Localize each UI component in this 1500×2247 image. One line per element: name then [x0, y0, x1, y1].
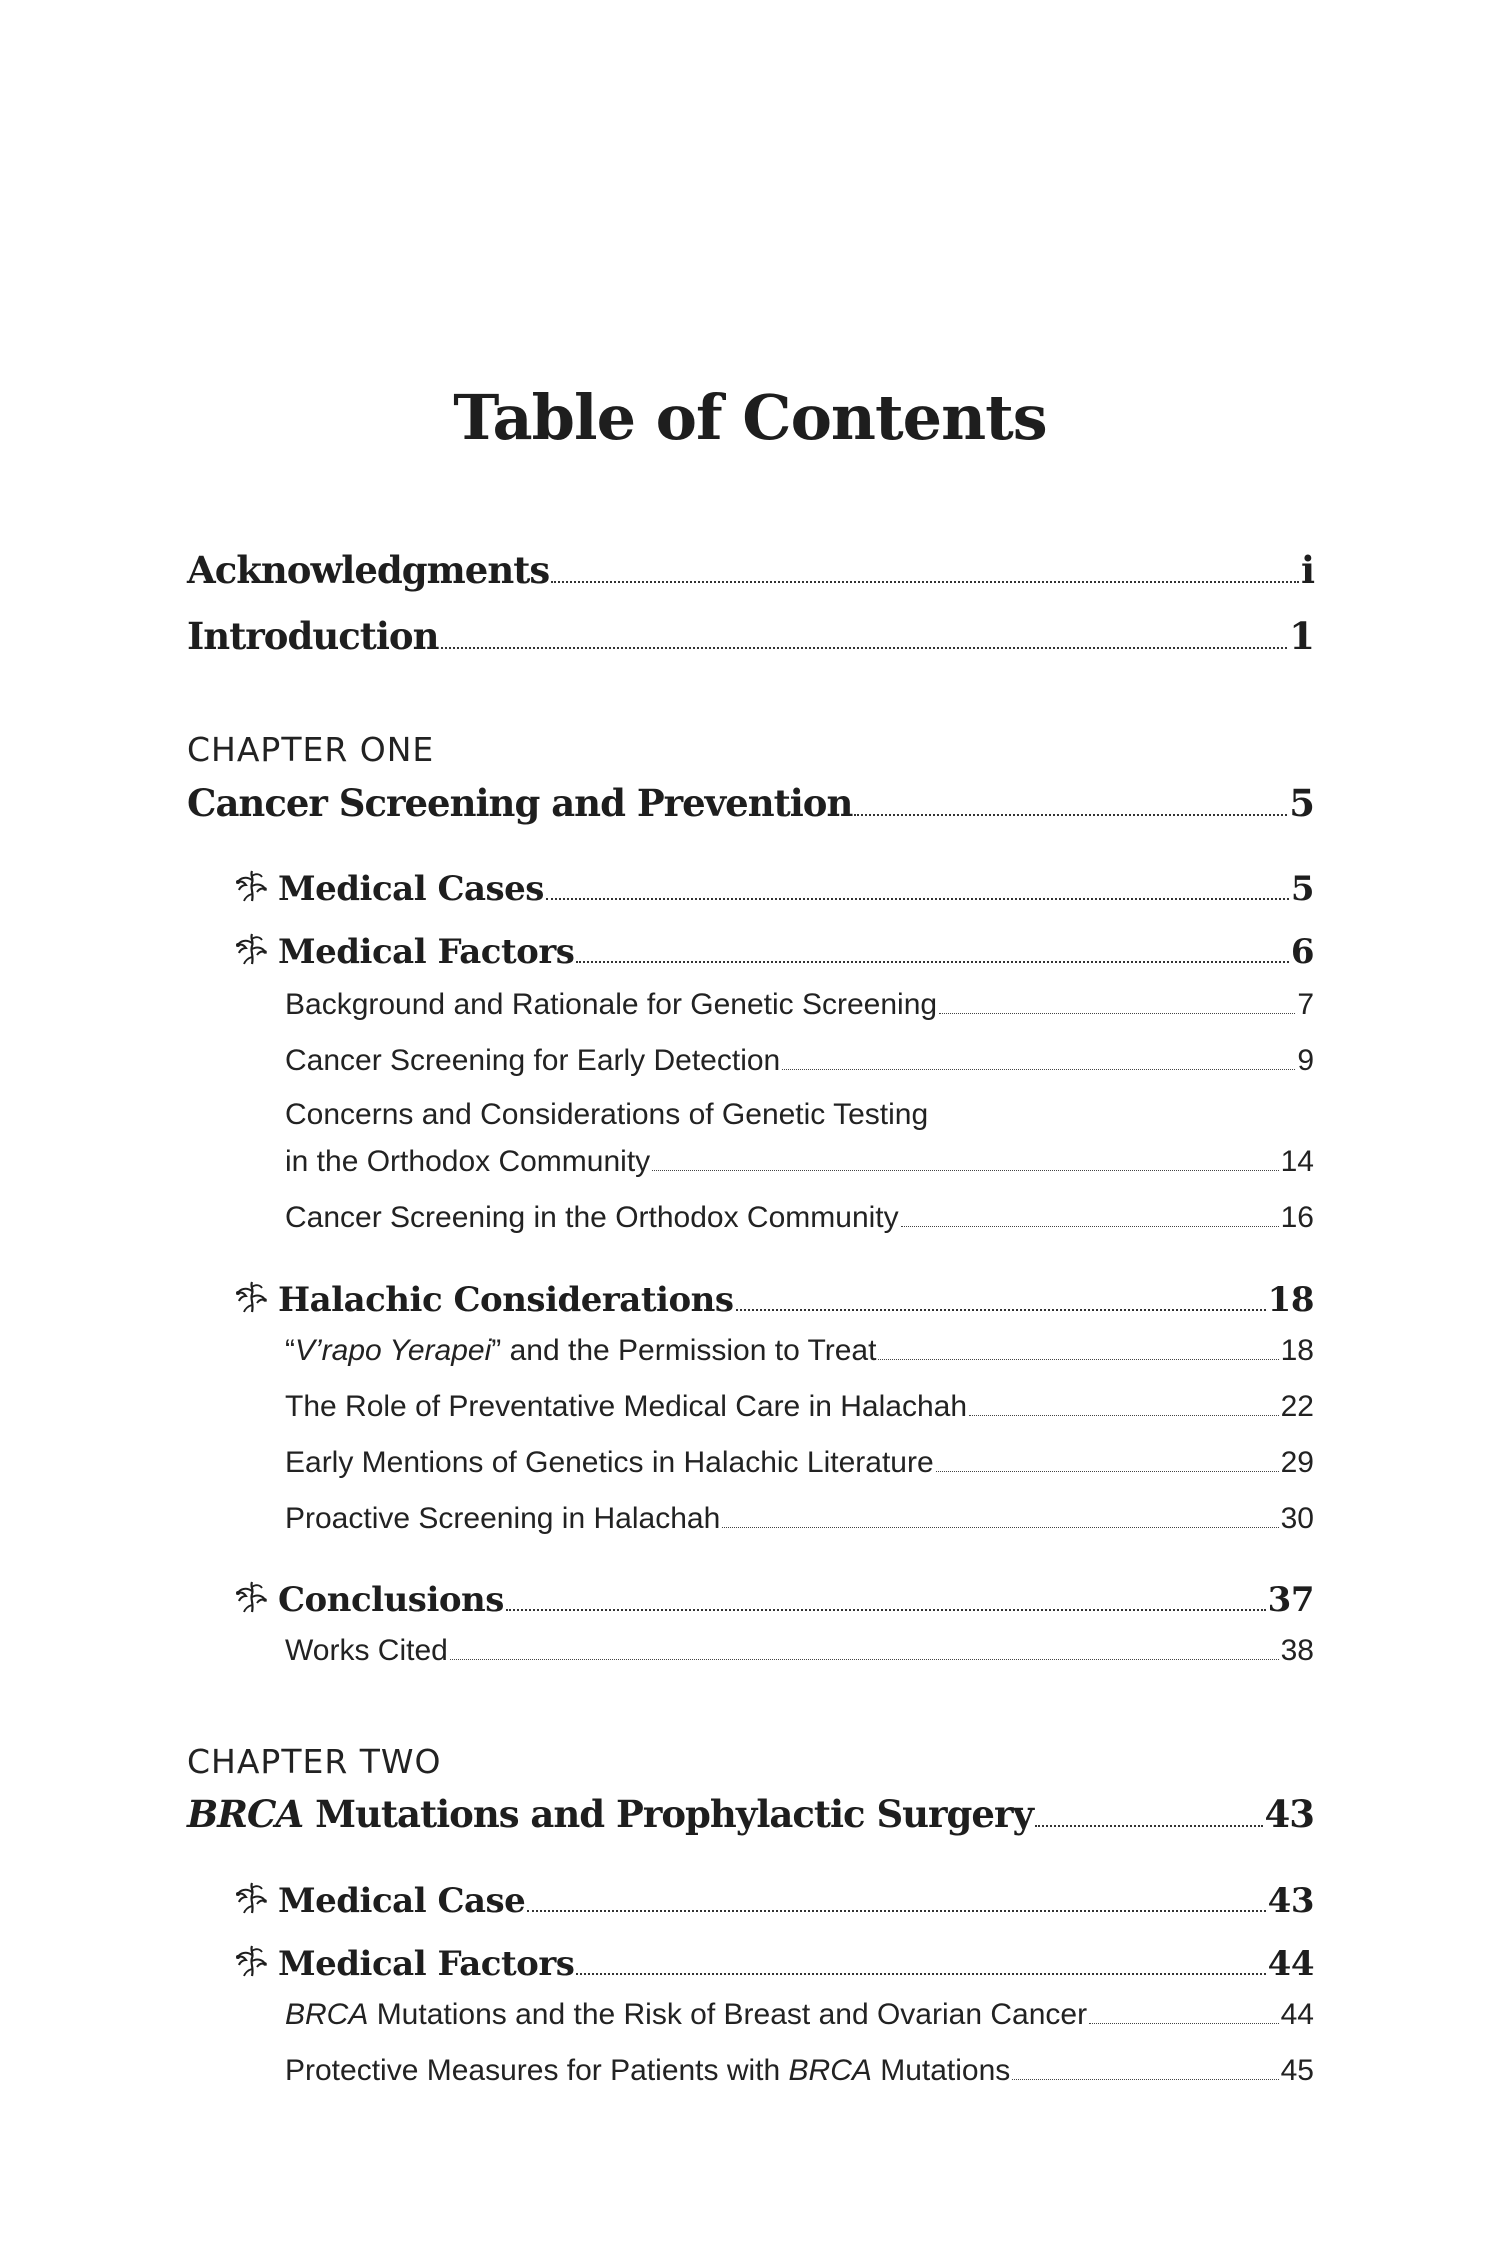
italic-term: BRCA [788, 2054, 872, 2087]
dot-leader [736, 1309, 1266, 1311]
toc-item-label-line1[interactable]: Concerns and Considerations of Genetic Testing [285, 1098, 929, 1131]
dot-leader [576, 961, 1288, 963]
toc-item[interactable] [285, 2054, 1314, 2088]
toc-entry-introduction[interactable] [187, 614, 1314, 658]
toc-item[interactable] [285, 1145, 1314, 1179]
section-label: Conclusions [278, 1580, 504, 1620]
fleuron-ornament-icon [232, 1579, 272, 1615]
toc-page-number: 30 [1280, 1502, 1314, 1535]
chapter-title: Cancer Screening and Prevention [187, 781, 853, 825]
toc-item[interactable] [285, 1390, 1314, 1424]
toc-item-label [285, 1334, 876, 1368]
dot-leader [878, 1359, 1278, 1360]
toc-page-number: 9 [1297, 1044, 1314, 1077]
dot-leader [450, 1659, 1279, 1660]
dot-leader [527, 1910, 1265, 1912]
toc-item[interactable] [285, 988, 1314, 1022]
toc-page-number: 38 [1280, 1634, 1314, 1667]
toc-item-label: Early Mentions of Genetics in Halachic Literature [285, 1446, 934, 1479]
toc-page-number: 14 [1280, 1145, 1314, 1178]
toc-section-medical-factors-2[interactable] [232, 1939, 1314, 1984]
toc-page-number: 43 [1264, 1792, 1314, 1836]
dot-leader [506, 1609, 1266, 1611]
toc-section-medical-cases[interactable] [232, 864, 1314, 909]
dot-leader [854, 814, 1287, 816]
dot-leader [1089, 2023, 1279, 2024]
toc-item-label: Cancer Screening in the Orthodox Community [285, 1201, 899, 1234]
page-title: Table of Contents [453, 381, 1047, 454]
fleuron-ornament-icon [232, 931, 272, 967]
toc-item-label: Proactive Screening in Halachah [285, 1502, 721, 1535]
toc-item-label: Works Cited [285, 1634, 448, 1667]
label-prefix: Protective Measures for Patients with [285, 2054, 789, 2087]
toc-page-number: 29 [1280, 1446, 1314, 1479]
toc-item[interactable] [285, 1998, 1314, 2032]
label-rest: Mutations and Prophylactic Surgery [303, 1792, 1033, 1836]
toc-section-conclusions[interactable] [232, 1575, 1314, 1620]
section-label: Medical Factors [278, 932, 575, 972]
toc-page-number: 43 [1267, 1881, 1314, 1921]
dot-leader [546, 898, 1289, 900]
toc-section-medical-case[interactable] [232, 1876, 1314, 1921]
toc-entry-label: Acknowledgments [187, 548, 550, 592]
toc-entry-acknowledgments[interactable] [187, 548, 1314, 592]
toc-page-number: 7 [1297, 988, 1314, 1021]
dot-leader [551, 581, 1299, 583]
toc-item-label: Cancer Screening for Early Detection [285, 1044, 781, 1077]
toc-page-number: 44 [1280, 1998, 1314, 2031]
italic-term: BRCA [285, 1998, 369, 2031]
fleuron-ornament-icon [232, 868, 272, 904]
section-label: Medical Case [278, 1881, 526, 1921]
toc-chapter-two-title[interactable] [187, 1792, 1314, 1836]
dot-leader [1035, 1825, 1263, 1827]
toc-item[interactable] [285, 1634, 1314, 1668]
section-label: Medical Cases [278, 869, 544, 909]
toc-item-label: The Role of Preventative Medical Care in Halachah [285, 1390, 968, 1423]
fleuron-ornament-icon [232, 1943, 272, 1979]
toc-item-label: in the Orthodox Community [285, 1145, 651, 1178]
chapter-two-label: CHAPTER TWO [187, 1742, 442, 1781]
toc-page-number: 18 [1267, 1280, 1314, 1320]
label-rest: Mutations and the Risk of Breast and Ovarian Cancer [368, 1998, 1088, 2031]
dot-leader [1012, 2079, 1278, 2080]
fleuron-ornament-icon [232, 1279, 272, 1315]
italic-term: BRCA [187, 1792, 304, 1836]
toc-section-halachic-considerations[interactable] [232, 1275, 1314, 1320]
toc-page-number: 5 [1290, 869, 1314, 909]
toc-chapter-one-title[interactable] [187, 781, 1314, 825]
toc-page-number: 1 [1289, 614, 1314, 658]
fleuron-ornament-icon [232, 1880, 272, 1916]
toc-item[interactable] [285, 1201, 1314, 1235]
section-label: Halachic Considerations [278, 1280, 734, 1320]
open-quote: “ [285, 1334, 295, 1367]
dot-leader [722, 1527, 1278, 1528]
toc-page-number: 37 [1267, 1580, 1314, 1620]
toc-item-label [285, 1998, 1087, 2032]
toc-item-label: Background and Rationale for Genetic Screening [285, 988, 938, 1021]
toc-page-number: 18 [1280, 1334, 1314, 1367]
toc-page-number: i [1300, 548, 1314, 592]
chapter-one-label: CHAPTER ONE [187, 730, 435, 769]
dot-leader [782, 1069, 1295, 1070]
label-rest: Mutations [871, 2054, 1011, 2087]
label-rest: ” and the Permission to Treat [491, 1334, 877, 1367]
toc-page-number: 16 [1280, 1201, 1314, 1234]
chapter-title [187, 1792, 1033, 1836]
toc-item[interactable] [285, 1502, 1314, 1536]
toc-page-number: 5 [1289, 781, 1314, 825]
toc-page-number: 45 [1280, 2054, 1314, 2087]
dot-leader [576, 1973, 1265, 1975]
section-label: Medical Factors [278, 1944, 575, 1984]
toc-item[interactable] [285, 1446, 1314, 1480]
toc-entry-label: Introduction [187, 614, 439, 658]
dot-leader [652, 1170, 1278, 1171]
italic-term: V’rapo Yerapei [295, 1334, 492, 1367]
dot-leader [441, 647, 1288, 649]
dot-leader [936, 1471, 1279, 1472]
toc-section-medical-factors[interactable] [232, 927, 1314, 972]
dot-leader [901, 1226, 1279, 1227]
dot-leader [969, 1415, 1279, 1416]
toc-item[interactable] [285, 1044, 1314, 1078]
dot-leader [939, 1013, 1295, 1014]
toc-page-number: 44 [1267, 1944, 1314, 1984]
toc-item-label [285, 2054, 1010, 2088]
toc-page-number: 22 [1280, 1390, 1314, 1423]
toc-page-number: 6 [1290, 932, 1314, 972]
toc-item[interactable] [285, 1334, 1314, 1368]
